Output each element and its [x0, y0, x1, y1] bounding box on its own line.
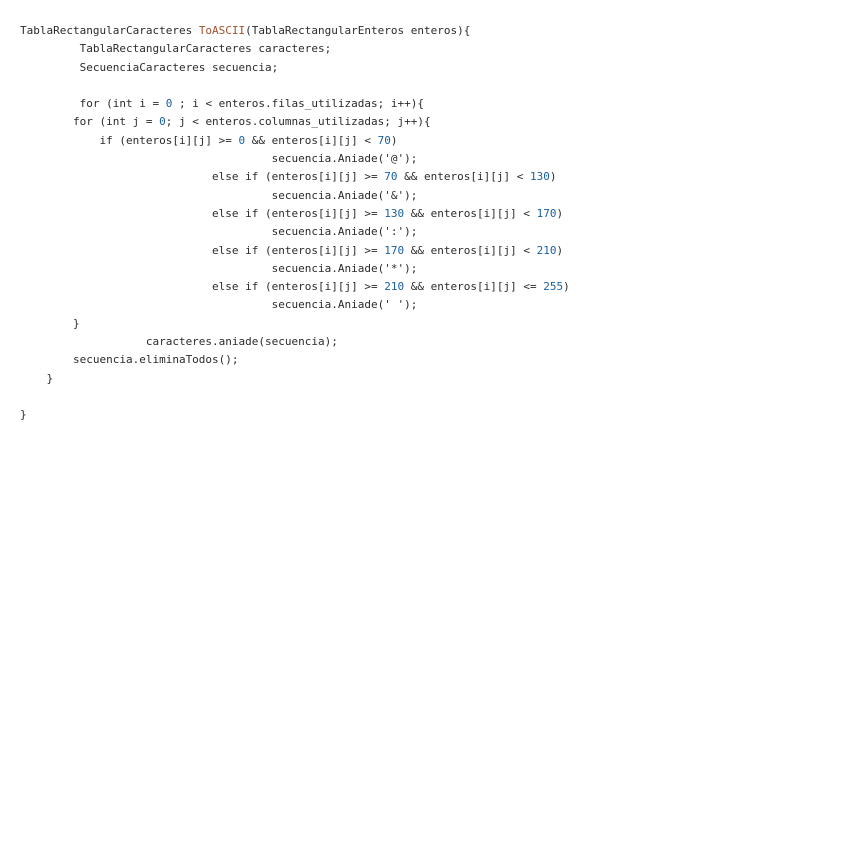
number-literal: 170	[384, 243, 405, 257]
number-literal: 0	[159, 115, 166, 129]
code-text: for (int j =	[20, 115, 160, 129]
number-literal: 130	[384, 206, 405, 220]
code-line	[20, 315, 570, 333]
code-block	[20, 22, 570, 425]
code-text: (TablaRectangularEnteros enteros){	[245, 24, 471, 37]
code-text: && enteros[i][j] <=	[404, 280, 544, 294]
number-literal: 170	[536, 206, 557, 220]
code-line	[20, 150, 570, 168]
code-line	[20, 223, 570, 241]
code-text: else if (enteros[i][j] >=	[20, 206, 385, 220]
code-text: }	[20, 316, 80, 330]
code-text: if (enteros[i][j] >=	[20, 133, 239, 147]
number-literal: 210	[536, 243, 557, 257]
number-literal: 210	[384, 280, 405, 294]
code-line	[20, 351, 570, 369]
code-text: && enteros[i][j] <	[404, 206, 537, 220]
code-text: && enteros[i][j] <	[245, 133, 378, 147]
code-text: for (int i =	[20, 97, 166, 111]
code-text: )	[556, 243, 564, 257]
number-literal: 70	[377, 133, 391, 147]
code-line	[20, 113, 570, 131]
code-text: && enteros[i][j] <	[397, 170, 530, 184]
code-text: secuencia.Aniade('@');	[20, 152, 418, 166]
code-line	[20, 278, 570, 296]
code-line	[20, 388, 570, 406]
code-line	[20, 406, 570, 424]
code-line	[20, 40, 570, 58]
code-line	[20, 77, 570, 95]
code-line	[20, 22, 570, 40]
code-text: ; j < enteros.columnas_utilizadas; j++){	[165, 115, 431, 129]
code-text: SecuenciaCaracteres secuencia;	[20, 60, 279, 74]
code-text: )	[549, 170, 557, 184]
code-text: caracteres.aniade(secuencia);	[20, 335, 338, 349]
code-text: else if (enteros[i][j] >=	[20, 243, 385, 257]
code-text: else if (enteros[i][j] >=	[20, 170, 385, 184]
code-line	[20, 242, 570, 260]
code-text: secuencia.Aniade('&');	[20, 188, 418, 202]
number-literal: 70	[384, 170, 398, 184]
code-line	[20, 260, 570, 278]
number-literal: 130	[529, 170, 550, 184]
code-line	[20, 168, 570, 186]
code-text: )	[390, 133, 398, 147]
code-text: TablaRectangularCaracteres caracteres;	[20, 42, 332, 56]
code-text: secuencia.Aniade(' ');	[20, 298, 418, 312]
code-text: ; i < enteros.filas_utilizadas; i++){	[172, 97, 424, 111]
code-line	[20, 205, 570, 223]
code-text: }	[20, 371, 54, 385]
code-text: )	[556, 206, 564, 220]
code-line	[20, 132, 570, 150]
code-line	[20, 187, 570, 205]
code-line	[20, 95, 570, 113]
number-literal: 0	[238, 133, 246, 147]
code-line	[20, 296, 570, 314]
number-literal: 0	[165, 97, 173, 111]
code-text: secuencia.Aniade(':');	[20, 225, 418, 239]
code-text: else if (enteros[i][j] >=	[20, 280, 385, 294]
code-text: && enteros[i][j] <	[404, 243, 537, 257]
number-literal: 255	[543, 280, 564, 294]
code-line	[20, 333, 570, 351]
code-text: )	[563, 280, 570, 294]
code-text: secuencia.Aniade('*');	[20, 261, 418, 275]
code-text: TablaRectangularCaracteres	[20, 24, 199, 37]
function-name: ToASCII	[198, 24, 246, 37]
code-text: secuencia.eliminaTodos();	[20, 353, 239, 367]
code-line	[20, 370, 570, 388]
code-line	[20, 59, 570, 77]
code-text: }	[20, 408, 27, 422]
